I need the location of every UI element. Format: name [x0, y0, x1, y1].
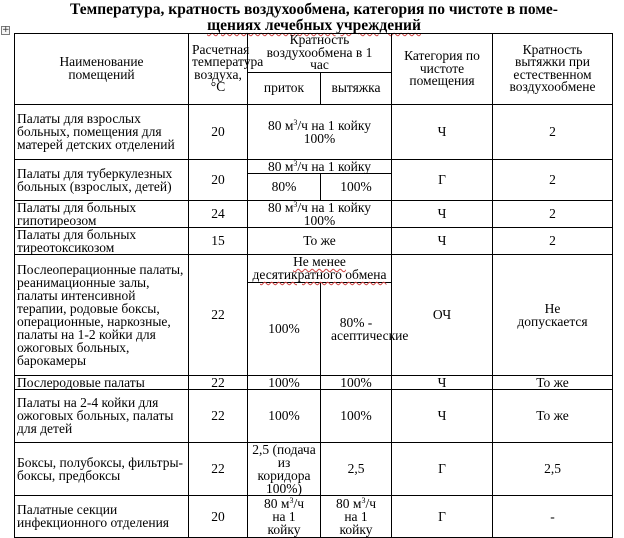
row-exhaust: 100% [321, 375, 392, 389]
row-temperature: 22 [189, 254, 248, 375]
row-category: Ч [392, 389, 493, 442]
table-row [15, 254, 613, 282]
row-exhaust: 2,5 [321, 442, 392, 495]
table-row [15, 200, 613, 227]
row-name: Боксы, полубоксы, фильтры-боксы, предбоксы [15, 442, 189, 495]
row-natural-exhaust: То же [493, 389, 613, 442]
row-category: Г [392, 159, 493, 200]
row-exchange: 80 $м^3/ч$ на 1 койку 100% [248, 104, 392, 159]
row-exhaust: 80 $м^3/ч$ на 1 койку [321, 495, 392, 537]
row-category: Ч [392, 227, 493, 254]
row-name: Послеродовые палаты [15, 375, 189, 389]
row-temperature: 24 [189, 200, 248, 227]
row-category: Г [392, 495, 493, 537]
row-temperature: 20 [189, 495, 248, 537]
header-temperature: Расчетная температура воздуха, °С [189, 34, 248, 105]
header-exhaust: вытяжка [321, 72, 392, 104]
row-natural-exhaust: 2,5 [493, 442, 613, 495]
row-name: Палаты для взрослых больных, помещения для матерей детских отделений [15, 104, 189, 159]
table-row [15, 375, 613, 389]
row-inflow: 2,5 (подача из коридора 100%) [248, 442, 321, 495]
row-name: Палаты для больных гипотиреозом [15, 200, 189, 227]
header-inflow: приток [248, 72, 321, 104]
row-temperature: 22 [189, 442, 248, 495]
table-row [15, 159, 613, 173]
row-natural-exhaust: 2 [493, 200, 613, 227]
row-natural-exhaust: - [493, 495, 613, 537]
row-name: Палаты для больных тиреотоксикозом [15, 227, 189, 254]
table-row [15, 442, 613, 495]
row-inflow: 100% [248, 282, 321, 375]
row-exhaust: 80% - асептические [321, 282, 392, 375]
row-temperature: 22 [189, 389, 248, 442]
table-move-handle-icon[interactable]: + [2, 25, 10, 35]
header-air-exchange: Кратность воздухообмена в 1 час [248, 34, 392, 73]
row-name: Палатные секции инфекционного отделения [15, 495, 189, 537]
title-line-2: щениях лечебных учреждений [207, 17, 421, 34]
row-temperature: 20 [189, 159, 248, 200]
header-natural-exhaust: Кратность вытяжки при естественном воздухообмене [493, 34, 613, 105]
header-cleanliness-category: Категория по чистоте помещения [392, 34, 493, 105]
row-temperature: 22 [189, 375, 248, 389]
row-exhaust: 100% [321, 173, 392, 200]
row-inflow: 80 $м^3/ч$ на 1 койку [248, 495, 321, 537]
table-row [15, 495, 613, 537]
ventilation-table [14, 33, 613, 538]
title-line-1: Температура, кратность воздухообмена, категория по чистоте в поме- [70, 1, 558, 18]
row-name: Палаты на 2-4 койки для ожоговых больных, палаты для детей [15, 389, 189, 442]
row-category: Ч [392, 104, 493, 159]
row-natural-exhaust: 2 [493, 104, 613, 159]
row-exchange [248, 254, 392, 282]
row-temperature: 15 [189, 227, 248, 254]
row-inflow: 100% [248, 375, 321, 389]
row-natural-exhaust: То же [493, 375, 613, 389]
row-natural-exhaust: 2 [493, 159, 613, 200]
row-category: ОЧ [392, 254, 493, 375]
header-row [15, 34, 613, 73]
row-name: Палаты для туберкулезных больных (взрослых, детей) [15, 159, 189, 200]
table-row [15, 227, 613, 254]
header-name: Наименование помещений [15, 34, 189, 105]
row-temperature: 20 [189, 104, 248, 159]
row-natural-exhaust: 2 [493, 227, 613, 254]
table-row [15, 389, 613, 442]
row-category: Ч [392, 375, 493, 389]
row-exchange: То же [248, 227, 392, 254]
row-category: Ч [392, 200, 493, 227]
row-category: Г [392, 442, 493, 495]
row-exchange: 80 $м^3/ч$ на 1 койку 100% [248, 200, 392, 227]
row-natural-exhaust: Не допускается [493, 254, 613, 375]
row-inflow: 100% [248, 389, 321, 442]
row-exchange: 80 $м^3/ч$ на 1 койку [248, 159, 392, 173]
row-inflow: 80% [248, 173, 321, 200]
row-exchange-text: Не менее десятикратного обмена [252, 254, 387, 282]
table-title [14, 2, 614, 34]
row-exhaust: 100% [321, 389, 392, 442]
table-row [15, 104, 613, 159]
row-name: Послеоперационные палаты, реанимационные залы, палаты интенсивной терапии, родовые боксы, операционные, наркозные, палаты на 1-2 койки для ожоговых больных, барокамеры [15, 254, 189, 375]
